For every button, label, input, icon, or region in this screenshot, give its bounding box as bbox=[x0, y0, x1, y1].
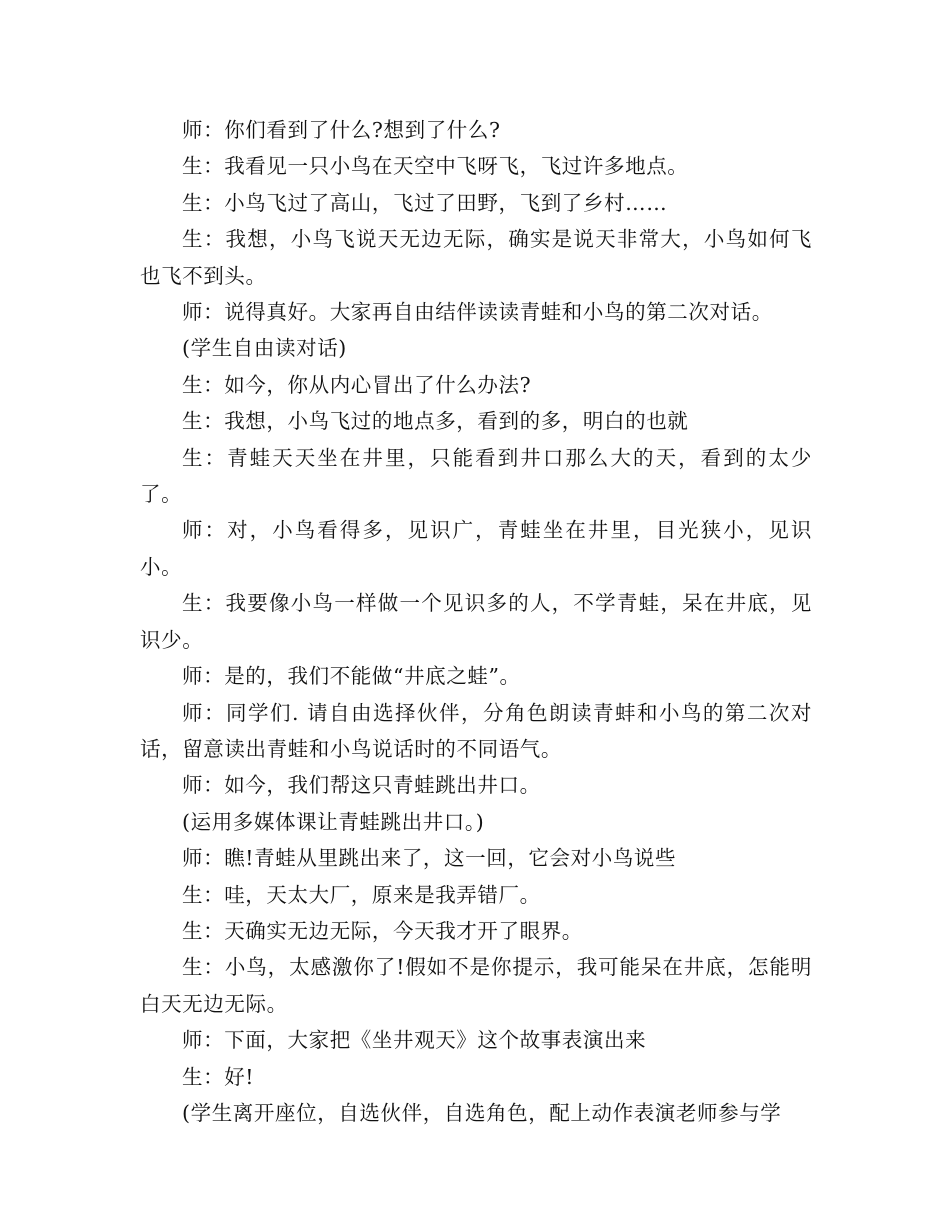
paragraph-18: 生：天确实无边无际，今天我才开了眼界。 bbox=[182, 918, 583, 943]
paragraph-6: (学生自由读对话) bbox=[182, 336, 347, 361]
paragraph-1: 师：你们看到了什么?想到了什么? bbox=[182, 118, 501, 142]
paragraph-10: 师：对，小鸟看得多，见识广，青蛙坐在井里，目光狭小，见识小。 bbox=[140, 518, 812, 579]
paragraph-4: 生：我想，小鸟飞说天无边无际，确实是说天非常大，小鸟如何飞也飞不到头。 bbox=[140, 227, 812, 288]
paragraph-11: 生：我要像小鸟一样做一个见识多的人，不学青蛙，呆在井底，见识少。 bbox=[140, 591, 812, 652]
document-body bbox=[140, 112, 812, 1131]
paragraph-20: 师：下面，大家把《坐井观天》这个故事表演出来 bbox=[182, 1028, 647, 1053]
paragraph-13: 师：同学们. 请自由选择伙伴，分角色朗读青蚌和小鸟的第二次对话，留意读出青蛙和小鸟说话时的不同语气。 bbox=[140, 700, 812, 761]
paragraph-15: (运用多媒体课让青蛙跳出井口。) bbox=[182, 809, 485, 834]
paragraph-5: 师：说得真好。大家再自由结伴读读青蛙和小鸟的第二次对话。 bbox=[182, 300, 773, 325]
paragraph-2: 生：我看见一只小鸟在天空中飞呀飞，飞过许多地点。 bbox=[182, 154, 689, 179]
paragraph-8: 生：我想，小鸟飞过的地点多，看到的多，明白的也就 bbox=[182, 409, 689, 434]
paragraph-12: 师：是的，我们不能做“井底之蛙”。 bbox=[182, 664, 521, 689]
paragraph-3: 生：小鸟飞过了高山，飞过了田野，飞到了乡村…… bbox=[182, 190, 668, 215]
paragraph-21: 生：好! bbox=[182, 1064, 255, 1089]
paragraph-19: 生：小鸟，太感激你了!假如不是你提示，我可能呆在井底，怎能明白天无边无际。 bbox=[140, 955, 812, 1016]
paragraph-16: 师：瞧!青蛙从里跳出来了，这一回，它会对小鸟说些 bbox=[182, 846, 677, 871]
paragraph-14: 师：如今，我们帮这只青蛙跳出井口。 bbox=[182, 773, 541, 798]
paragraph-9: 生：青蛙天天坐在井里，只能看到井口那么大的天，看到的太少了。 bbox=[140, 445, 812, 507]
paragraph-22: (学生离开座位，自选伙伴，自选角色，配上动作表演老师参与学 bbox=[182, 1100, 782, 1125]
paragraph-7: 生：如今，你从内心冒出了什么办法? bbox=[182, 372, 532, 397]
paragraph-17: 生：哇，天太大厂，原来是我弄错厂。 bbox=[182, 882, 541, 907]
